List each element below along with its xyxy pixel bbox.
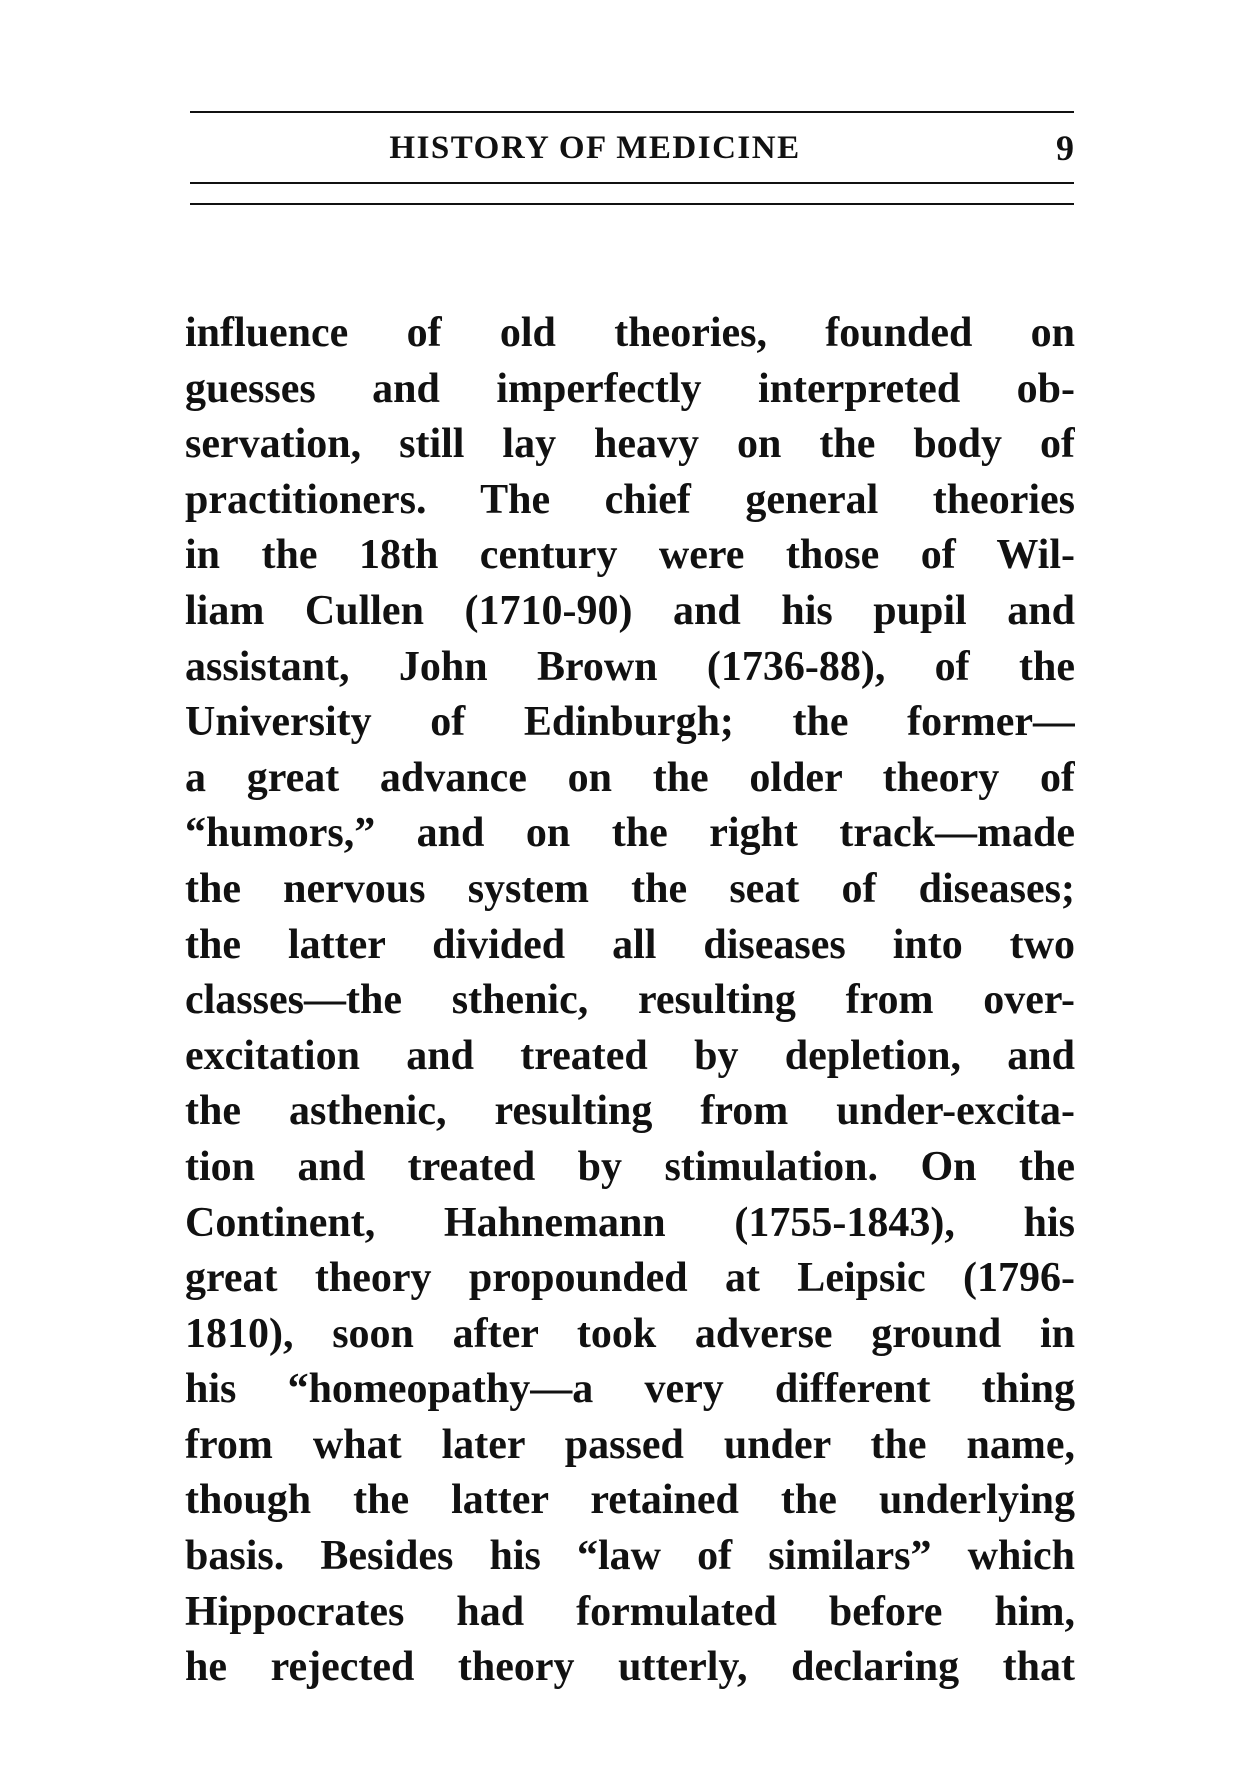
- text-line: great theory propounded at Leipsic (1796-: [185, 1255, 1075, 1302]
- text-line: “humors,” and on the right track—made: [185, 810, 1075, 857]
- text-line: in the 18th century were those of Wil-: [185, 532, 1075, 579]
- body-paragraph: [185, 306, 1075, 1696]
- text-line: influence of old theories, founded on: [185, 310, 1075, 356]
- page-number: 9: [1056, 128, 1074, 168]
- text-line: University of Edinburgh; the former—: [185, 699, 1075, 746]
- text-line: 1810), soon after took adverse ground in: [185, 1310, 1075, 1357]
- text-line: the asthenic, resulting from under-excita-: [185, 1088, 1075, 1135]
- text-line: a great advance on the older theory of: [185, 754, 1075, 801]
- text-line: practitioners. The chief general theories: [185, 476, 1075, 523]
- text-line: liam Cullen (1710-90) and his pupil and: [185, 587, 1075, 634]
- text-line: classes—the sthenic, resulting from over-: [185, 977, 1075, 1024]
- header-rule-bottom: [190, 203, 1074, 205]
- text-line: Continent, Hahnemann (1755-1843), his: [185, 1199, 1075, 1246]
- text-line: Hippocrates had formulated before him,: [185, 1588, 1075, 1635]
- running-title: HISTORY OF MEDICINE: [389, 130, 801, 166]
- text-line: from what later passed under the name,: [185, 1421, 1075, 1468]
- header-rule-top: [190, 111, 1074, 113]
- text-line: excitation and treated by depletion, and: [185, 1032, 1075, 1079]
- text-line: guesses and imperfectly interpreted ob-: [185, 365, 1075, 412]
- text-line: the nervous system the seat of diseases;: [185, 865, 1075, 912]
- text-line: the latter divided all diseases into two: [185, 921, 1075, 968]
- text-line: he rejected theory utterly, declaring that: [185, 1644, 1075, 1691]
- header-rule-middle: [190, 182, 1074, 184]
- text-line: tion and treated by stimulation. On the: [185, 1143, 1075, 1190]
- text-line: though the latter retained the underlying: [185, 1477, 1075, 1524]
- running-head: [190, 124, 1074, 174]
- text-line: assistant, John Brown (1736-88), of the: [185, 643, 1075, 690]
- text-line: servation, still lay heavy on the body of: [185, 421, 1075, 468]
- text-line: his “homeopathy—a very different thing: [185, 1366, 1075, 1413]
- text-line: basis. Besides his “law of similars” which: [185, 1533, 1075, 1580]
